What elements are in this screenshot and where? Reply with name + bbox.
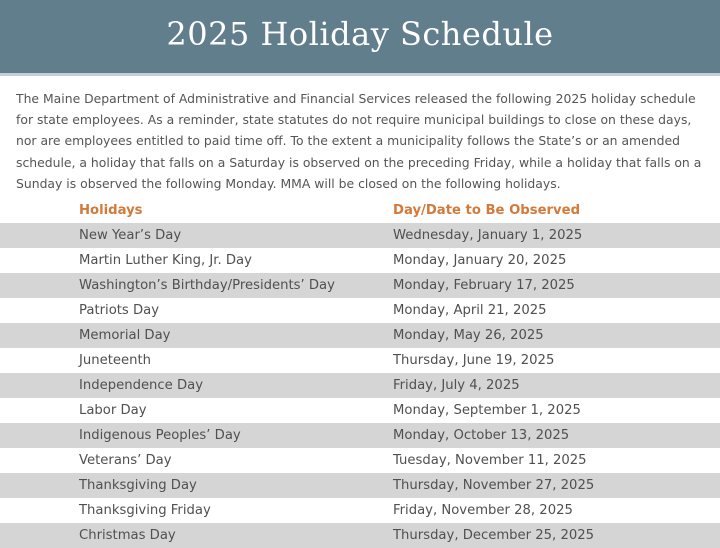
holiday-name: Indigenous Peoples’ Day: [79, 428, 241, 443]
observed-date: Monday, February 17, 2025: [393, 278, 575, 293]
holiday-name: Juneteenth: [79, 353, 152, 368]
observed-date: Monday, May 26, 2025: [393, 328, 544, 343]
header-holidays: Holidays: [79, 203, 143, 218]
table-row: [0, 248, 720, 273]
observed-date: Friday, July 4, 2025: [393, 378, 520, 393]
holiday-name: Martin Luther King, Jr. Day: [79, 253, 252, 268]
holiday-name: Christmas Day: [79, 528, 176, 543]
observed-date: Monday, September 1, 2025: [393, 403, 581, 418]
holiday-name: Thanksgiving Friday: [79, 503, 211, 518]
table-header-row: [0, 198, 720, 223]
table-row: [0, 398, 720, 423]
table-row: [0, 323, 720, 348]
observed-date: Monday, January 20, 2025: [393, 253, 567, 268]
header-date: Day/Date to Be Observed: [393, 203, 581, 218]
observed-date: Monday, October 13, 2025: [393, 428, 570, 443]
holiday-name: Labor Day: [79, 403, 147, 418]
title-banner: [0, 0, 720, 76]
table-row: [0, 348, 720, 373]
observed-date: Monday, April 21, 2025: [393, 303, 547, 318]
table-row: [0, 273, 720, 298]
table-row: [0, 423, 720, 448]
table-row: [0, 373, 720, 398]
intro-paragraph: The Maine Department of Administrative and Financial Services released the following 2025 holiday schedule for state employees. As a reminder, state statutes do not require municipal buildings to close on these days, nor are employees entitled to paid time off. To the extent a municipality follows the State’s or an amended schedule, a holiday that falls on a Saturday is observed on the preceding Friday, while a holiday that falls on a Sunday is observed the following Monday. MMA will be closed on the following holidays.: [16, 91, 702, 191]
holiday-table: [0, 198, 720, 548]
holiday-name: Washington’s Birthday/Presidents’ Day: [79, 278, 335, 293]
table-row: [0, 523, 720, 548]
holiday-name: Independence Day: [79, 378, 204, 393]
page-title: 2025 Holiday Schedule: [166, 15, 554, 53]
holiday-name: Patriots Day: [79, 303, 160, 318]
table-row: [0, 223, 720, 248]
observed-date: Thursday, June 19, 2025: [393, 353, 555, 368]
observed-date: Thursday, November 27, 2025: [393, 478, 595, 493]
observed-date: Friday, November 28, 2025: [393, 503, 573, 518]
observed-date: Tuesday, November 11, 2025: [393, 453, 587, 468]
table-row: [0, 448, 720, 473]
holiday-name: Memorial Day: [79, 328, 171, 343]
holiday-name: New Year’s Day: [79, 228, 182, 243]
table-row: [0, 498, 720, 523]
observed-date: Wednesday, January 1, 2025: [393, 228, 583, 243]
holiday-name: Thanksgiving Day: [79, 478, 197, 493]
table-row: [0, 473, 720, 498]
holiday-name: Veterans’ Day: [79, 453, 172, 468]
observed-date: Thursday, December 25, 2025: [393, 528, 595, 543]
table-row: [0, 298, 720, 323]
